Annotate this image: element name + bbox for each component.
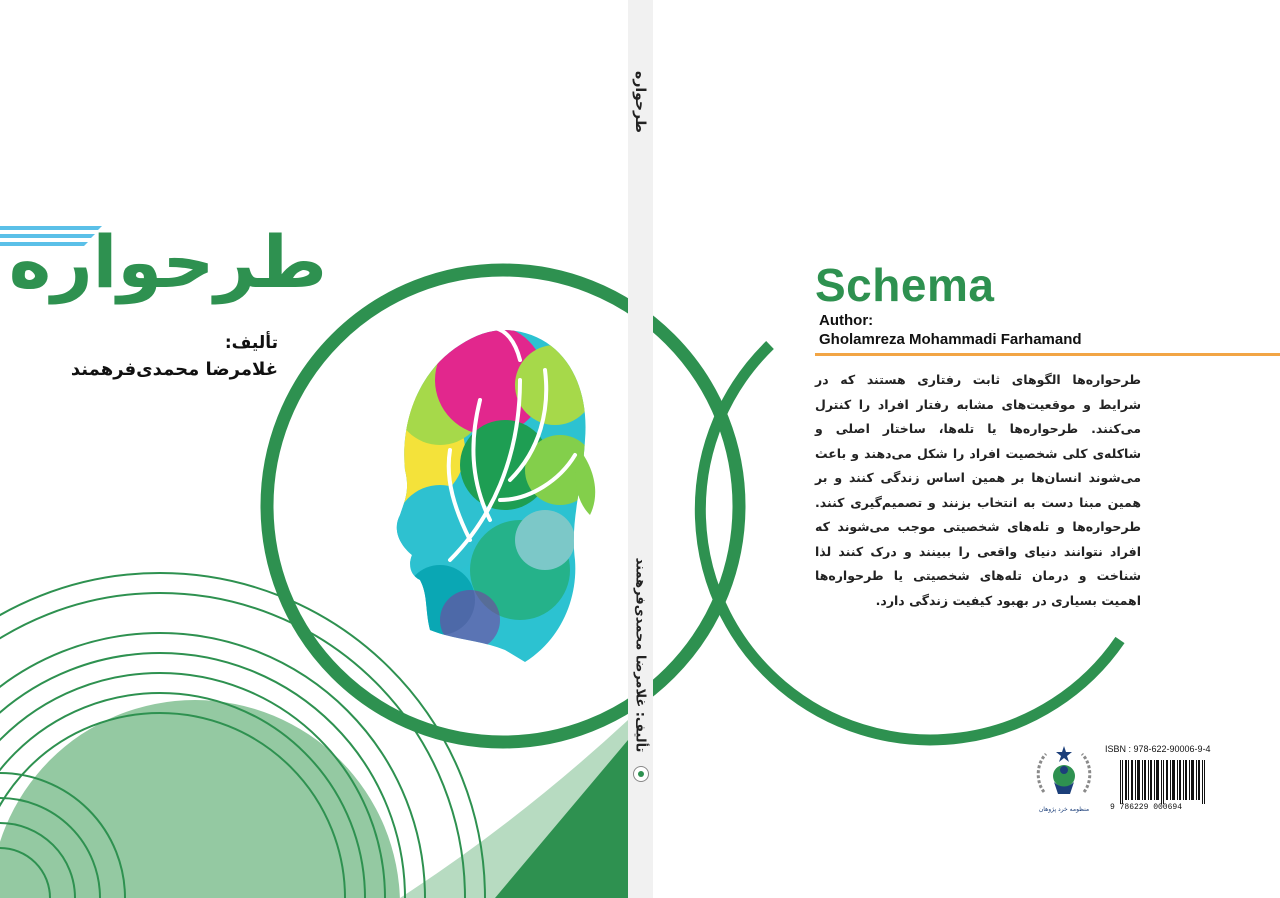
back-author-label: Author: (819, 312, 874, 329)
isbn-text: ISBN : 978-622-90006-9-4 (1105, 744, 1211, 754)
publisher-name: منظومه خرد پژوهان (1038, 806, 1090, 813)
front-title: طرحواره (8, 220, 327, 304)
back-blurb: طرحواره‌ها الگوهای ثابت رفتاری هستند که در شرایط و موقعیت‌های مشابه رفتار افراد را کنترل می‌کنند. طرحواره‌ها یا تله‌ها، ساختار اصلی و شاکله‌ی کلی شخصیت افراد را شکل می‌دهند و باعث می‌شوند انسان‌ها بر همین اساس زندگی کنند و بر همین مبنا دست به انتخاب بزنند و تصمیم‌گیری کنند. طرحواره‌ها و تله‌های شخصیتی موجب می‌شوند که افراد نتوانند دنیای واقعی را ببینند و درک کنند لذا شناخت و درمان تله‌های شخصیتی یا طرحواره‌ها اهمیت بسیاری در بهبود کیفیت زندگی دارد. (815, 372, 1141, 608)
book-spine (628, 0, 653, 898)
barcode-digits: 9 786229 000694 (1110, 803, 1183, 812)
divider-rule (815, 353, 1280, 356)
front-author-name: غلامرضا محمدی‌فرهمند (70, 359, 278, 380)
spine-title: طرحواره (632, 71, 648, 133)
head-illustration (355, 320, 600, 670)
front-author-label: تألیف: (224, 333, 278, 353)
spine-publisher-logo-icon (633, 766, 649, 782)
spine-author: تألیف: غلامرضا محمدی‌فرهمند (632, 557, 648, 753)
back-author-name: Gholamreza Mohammadi Farhamand (819, 331, 1082, 348)
barcode-icon (1120, 760, 1205, 804)
back-title: Schema (815, 259, 995, 311)
